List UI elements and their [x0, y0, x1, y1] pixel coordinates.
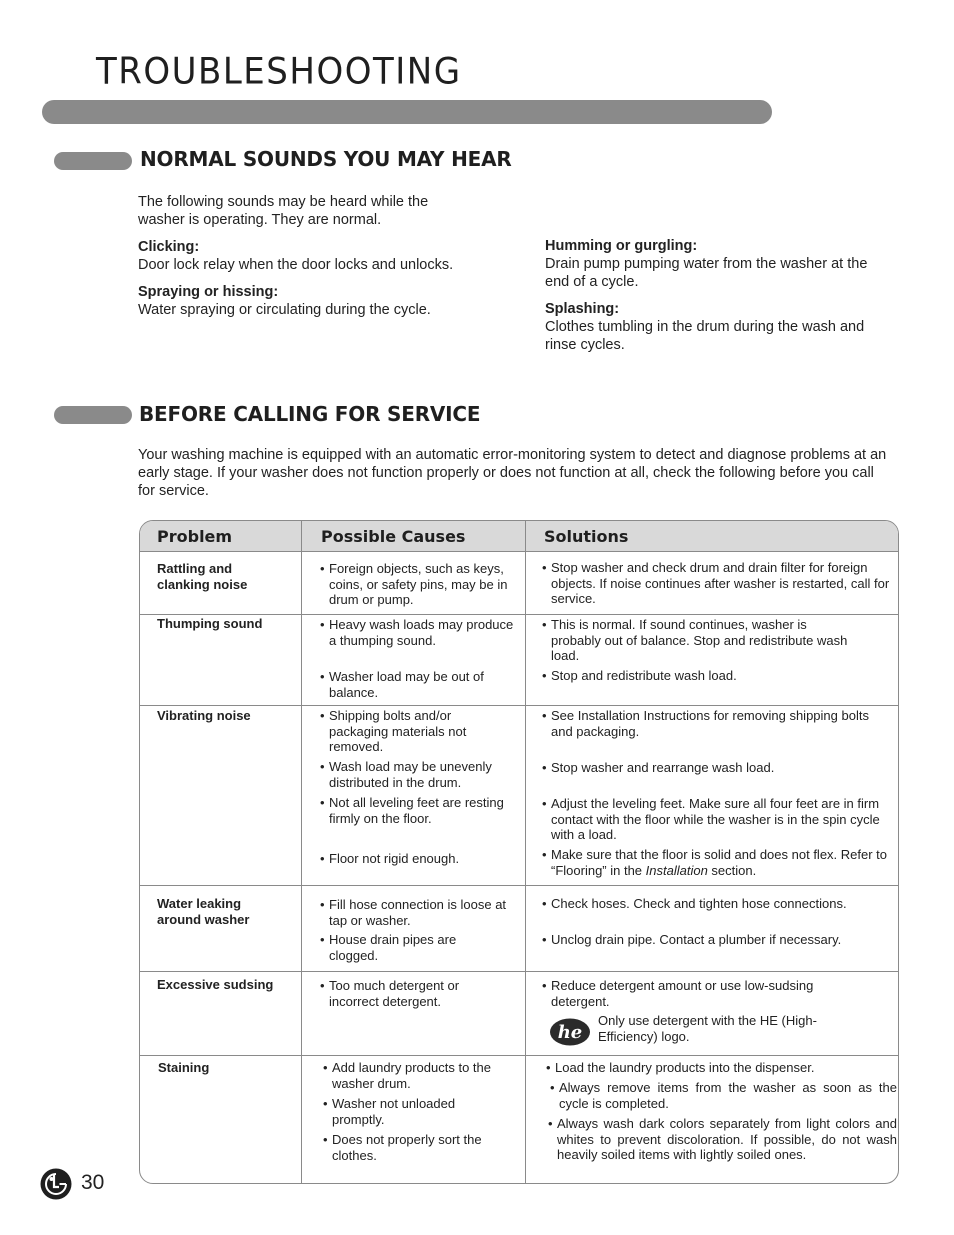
- installation-emphasis: Installation: [645, 862, 708, 878]
- cause-item: • Does not properly sort the clothes.: [323, 1132, 518, 1163]
- sound-description: Clothes tumbling in the drum during the wash and rinse cycles.: [545, 319, 865, 353]
- page-title: TROUBLESHOOTING: [96, 50, 462, 94]
- row-divider: [140, 614, 898, 615]
- solution-item: • Adjust the leveling feet. Make sure all four feet are in firm contact with the floor while the washer is in the spin cycle with a load.: [542, 796, 896, 843]
- cause-item: • Wash load may be unevenly distributed in the drum.: [320, 759, 525, 790]
- problem-cell: Staining: [158, 1060, 210, 1075]
- section-pill: [54, 406, 132, 424]
- problem-cell: Thumping sound: [157, 616, 263, 631]
- column-header-causes: Possible Causes: [321, 527, 466, 546]
- cause-item: • Washer load may be out of balance.: [320, 669, 499, 700]
- sound-item: [545, 300, 890, 354]
- sound-item: [545, 237, 890, 291]
- sound-description: Door lock relay when the door locks and unlocks.: [138, 257, 454, 273]
- sound-name: Splashing:: [545, 301, 620, 317]
- table-header: [140, 521, 898, 552]
- title-bar: [42, 100, 772, 124]
- normal-sounds-heading: NORMAL SOUNDS YOU MAY HEAR: [140, 147, 512, 171]
- column-divider: [301, 521, 302, 1183]
- solution-item: • Check hoses. Check and tighten hose connections.: [542, 896, 899, 912]
- solution-item: • Stop washer and check drum and drain filter for foreign objects. If noise continues after washer is restarted, call for service.: [542, 560, 899, 607]
- solution-text: section.: [707, 862, 757, 878]
- normal-sounds-intro: The following sounds may be heard while the washer is operating. They are normal.: [138, 194, 429, 228]
- problem-cell: Vibrating noise: [157, 708, 251, 723]
- problem-cell: Water leaking around washer: [157, 896, 250, 927]
- row-divider: [140, 705, 898, 706]
- cause-item: • Floor not rigid enough.: [320, 851, 535, 867]
- solution-item: • This is normal. If sound continues, washer is probably out of balance. Stop and redistribute wash load.: [542, 617, 851, 664]
- cause-item: • Add laundry products to the washer drum.: [323, 1060, 528, 1091]
- solution-item: • Stop washer and rearrange wash load.: [542, 760, 899, 776]
- cause-item: • Fill hose connection is loose at tap or washer.: [320, 897, 525, 928]
- sound-description: Water spraying or circulating during the cycle.: [138, 302, 431, 318]
- row-divider: [140, 1055, 898, 1056]
- sound-name: Humming or gurgling:: [545, 238, 698, 254]
- sound-item: [138, 283, 498, 319]
- cause-item: • Shipping bolts and/or packaging materials not removed.: [320, 708, 509, 755]
- row-divider: [140, 885, 898, 886]
- troubleshooting-table: [139, 520, 899, 1184]
- row-divider: [140, 971, 898, 972]
- solution-item: Only use detergent with the HE (High-Efficiency) logo.: [598, 1013, 817, 1044]
- sound-name: Clicking:: [138, 239, 200, 255]
- solution-item: [542, 847, 896, 878]
- cause-item: • Too much detergent or incorrect detergent.: [320, 978, 499, 1009]
- cause-item: • Not all leveling feet are resting firmly on the floor.: [320, 795, 535, 826]
- he-logo-icon: [548, 1017, 592, 1047]
- sound-item: [138, 238, 498, 274]
- sound-description: Drain pump pumping water from the washer at the end of a cycle.: [545, 256, 868, 290]
- solution-text: Make sure that the floor is solid and does not flex. Refer to “Flooring” in the: [551, 847, 888, 878]
- solution-item: • See Installation Instructions for removing shipping bolts and packaging.: [542, 708, 886, 739]
- solution-item: • Load the laundry products into the dispenser.: [546, 1060, 899, 1076]
- solution-item: • Unclog drain pipe. Contact a plumber if necessary.: [542, 932, 899, 948]
- solution-item: • Always wash dark colors separately from light colors and whites to prevent discoloration. If possible, do not wash heavily soiled items with lightly soiled ones.: [548, 1116, 897, 1163]
- column-header-solutions: Solutions: [544, 527, 629, 546]
- service-heading: BEFORE CALLING FOR SERVICE: [139, 402, 481, 426]
- column-header-problem: Problem: [157, 527, 233, 546]
- cause-item: • House drain pipes are clogged.: [320, 932, 489, 963]
- cause-item: • Washer not unloaded promptly.: [323, 1096, 498, 1127]
- solution-item: • Reduce detergent amount or use low-sudsing detergent.: [542, 978, 871, 1009]
- cause-item: • Heavy wash loads may produce a thumping sound.: [320, 617, 515, 648]
- lg-logo-icon: [40, 1168, 72, 1200]
- svg-text:he: he: [557, 1022, 583, 1043]
- solution-item: • Stop and redistribute wash load.: [542, 668, 899, 684]
- problem-cell: Rattling and clanking noise: [157, 561, 248, 592]
- problem-cell: Excessive sudsing: [157, 977, 274, 992]
- service-intro: Your washing machine is equipped with an automatic error-monitoring system to detect and diagnose problems at an early stage. If your washer does not function properly or does not function at all, check the following before you call for service.: [138, 447, 887, 499]
- page-number: 30: [81, 1171, 105, 1194]
- section-pill: [54, 152, 132, 170]
- solution-item: • Always remove items from the washer as soon as the cycle is completed.: [550, 1080, 897, 1111]
- cause-item: • Foreign objects, such as keys, coins, or safety pins, may be in drum or pump.: [320, 561, 535, 608]
- sound-name: Spraying or hissing:: [138, 284, 279, 300]
